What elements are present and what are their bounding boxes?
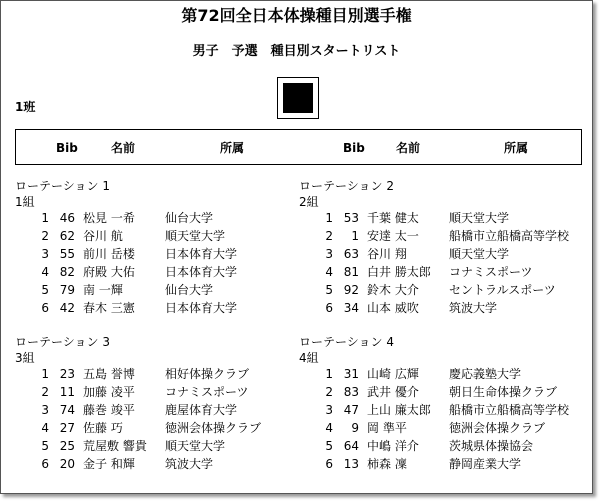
athlete-order: 1 — [41, 367, 49, 381]
athlete-order: 5 — [325, 283, 333, 297]
header-team-left: 所属 — [220, 141, 245, 155]
athlete-bib: 53 — [343, 211, 359, 225]
athlete-bib: 81 — [343, 265, 359, 279]
page-subtitle: 男子 予選 種目別スタートリスト — [192, 44, 401, 59]
athlete-order: 3 — [325, 403, 333, 417]
athlete-row — [15, 281, 305, 299]
athlete-row — [299, 281, 589, 299]
athlete-team: 筑波大学 — [449, 301, 498, 315]
rotation-title: ローテーション 1 — [15, 179, 110, 193]
athlete-team: 鹿屋体育大学 — [165, 403, 238, 417]
athlete-bib: 79 — [59, 283, 75, 297]
athlete-order: 3 — [41, 247, 49, 261]
athlete-name: 山崎 広輝 — [367, 367, 419, 381]
athlete-name: 武井 優介 — [367, 385, 419, 399]
athlete-team: 茨城県体操協会 — [449, 439, 534, 453]
athlete-name: 谷川 翔 — [367, 247, 407, 261]
athlete-row — [299, 209, 589, 227]
athlete-name: 前川 岳楼 — [83, 247, 135, 261]
athlete-row — [15, 245, 305, 263]
athlete-team: 仙台大学 — [165, 211, 214, 225]
athlete-name: 鈴木 大介 — [367, 283, 419, 297]
athlete-bib: 62 — [59, 229, 75, 243]
athlete-team: 順天堂大学 — [449, 211, 510, 225]
athlete-row — [299, 437, 589, 455]
athlete-name: 上山 廉太郎 — [367, 403, 431, 417]
athlete-row — [299, 227, 589, 245]
filled-square-icon — [283, 83, 313, 113]
athlete-team: 順天堂大学 — [449, 247, 510, 261]
athlete-order: 4 — [325, 421, 333, 435]
athlete-row — [299, 245, 589, 263]
header-team-right: 所属 — [504, 141, 529, 155]
athlete-team: 日本体育大学 — [165, 247, 238, 261]
athlete-team: 筑波大学 — [165, 457, 214, 471]
athlete-bib: 64 — [343, 439, 359, 453]
athlete-order: 4 — [325, 265, 333, 279]
athlete-name: 佐藤 巧 — [83, 421, 123, 435]
header-name-right: 名前 — [396, 141, 421, 155]
athlete-row — [15, 365, 305, 383]
athlete-order: 1 — [325, 211, 333, 225]
athlete-order: 6 — [325, 457, 333, 471]
athlete-bib: 74 — [59, 403, 75, 417]
athlete-team: 順天堂大学 — [165, 439, 226, 453]
athlete-team: 日本体育大学 — [165, 265, 238, 279]
athlete-bib: 46 — [59, 211, 75, 225]
athlete-row — [299, 365, 589, 383]
athlete-row — [15, 227, 305, 245]
athlete-row — [15, 299, 305, 317]
athlete-name: 安達 太一 — [367, 229, 419, 243]
athlete-row — [299, 299, 589, 317]
athlete-team: コナミスポーツ — [449, 265, 533, 279]
header-name-left: 名前 — [111, 141, 136, 155]
athlete-name: 府殿 大佑 — [83, 265, 135, 279]
athlete-row — [15, 401, 305, 419]
header-bib-right: Bib — [343, 141, 365, 155]
athlete-name: 藤巻 竣平 — [83, 403, 135, 417]
athlete-name: 春木 三憲 — [83, 301, 135, 315]
athlete-bib: 42 — [59, 301, 75, 315]
athlete-row — [15, 263, 305, 281]
athlete-name: 白井 勝太郎 — [367, 265, 431, 279]
athlete-order: 6 — [325, 301, 333, 315]
athlete-bib: 31 — [343, 367, 359, 381]
athlete-bib: 11 — [59, 385, 75, 399]
group-label: 1班 — [15, 100, 36, 114]
athlete-row — [299, 419, 589, 437]
athlete-order: 2 — [325, 229, 333, 243]
athlete-row — [299, 455, 589, 473]
athlete-name: 加藤 凌平 — [83, 385, 135, 399]
athlete-team: 朝日生命体操クラブ — [449, 385, 558, 399]
athlete-team: 仙台大学 — [165, 283, 214, 297]
athlete-row — [299, 383, 589, 401]
athlete-bib: 27 — [59, 421, 75, 435]
athlete-team: 船橋市立船橋高等学校 — [449, 403, 570, 417]
athlete-team: セントラルスポーツ — [449, 283, 556, 297]
athlete-row — [15, 437, 305, 455]
athlete-name: 山本 威吹 — [367, 301, 419, 315]
athlete-team: 相好体操クラブ — [165, 367, 250, 381]
athlete-row — [15, 209, 305, 227]
athlete-row — [15, 419, 305, 437]
athlete-bib: 55 — [59, 247, 75, 261]
athlete-bib: 9 — [351, 421, 359, 435]
athlete-team: 船橋市立船橋高等学校 — [449, 229, 570, 243]
rotation-group: 3組 — [15, 351, 35, 365]
athlete-team: 順天堂大学 — [165, 229, 226, 243]
athlete-name: 千葉 健太 — [367, 211, 419, 225]
athlete-bib: 34 — [343, 301, 359, 315]
athlete-row — [15, 455, 305, 473]
athlete-order: 1 — [325, 367, 333, 381]
athlete-team: 徳洲会体操クラブ — [449, 421, 546, 435]
athlete-bib: 47 — [343, 403, 359, 417]
athlete-bib: 13 — [343, 457, 359, 471]
athlete-row — [299, 263, 589, 281]
athlete-team: 日本体育大学 — [165, 301, 238, 315]
athlete-name: 五島 誉博 — [83, 367, 135, 381]
athlete-name: 岡 準平 — [367, 421, 407, 435]
athlete-order: 1 — [41, 211, 49, 225]
athlete-order: 4 — [41, 265, 49, 279]
athlete-order: 2 — [41, 229, 49, 243]
header-bib-left: Bib — [56, 141, 78, 155]
apparatus-square-icon — [277, 77, 319, 119]
athlete-name: 松見 一希 — [83, 211, 135, 225]
athlete-bib: 1 — [351, 229, 359, 243]
athlete-bib: 63 — [343, 247, 359, 261]
athlete-order: 4 — [41, 421, 49, 435]
athlete-row — [15, 383, 305, 401]
page-title: 第72回全日本体操種目別選手権 — [181, 6, 412, 25]
athlete-bib: 20 — [59, 457, 75, 471]
athlete-team: 徳洲会体操クラブ — [165, 421, 262, 435]
athlete-name: 柿森 凜 — [367, 457, 407, 471]
athlete-bib: 83 — [343, 385, 359, 399]
athlete-name: 荒屋敷 響貴 — [83, 439, 147, 453]
athlete-team: 慶応義塾大学 — [449, 367, 522, 381]
rotation-group: 2組 — [299, 195, 319, 209]
athlete-order: 5 — [41, 439, 49, 453]
athlete-name: 南 一輝 — [83, 283, 123, 297]
rotation-title: ローテーション 4 — [299, 335, 394, 349]
athlete-bib: 25 — [59, 439, 75, 453]
rotation-title: ローテーション 2 — [299, 179, 394, 193]
rotation-group: 1組 — [15, 195, 35, 209]
rotation-title: ローテーション 3 — [15, 335, 110, 349]
athlete-order: 3 — [325, 247, 333, 261]
athlete-order: 5 — [41, 283, 49, 297]
athlete-team: コナミスポーツ — [165, 385, 249, 399]
athlete-bib: 92 — [343, 283, 359, 297]
rotation-group: 4組 — [299, 351, 319, 365]
athlete-order: 6 — [41, 301, 49, 315]
athlete-order: 3 — [41, 403, 49, 417]
athlete-order: 2 — [41, 385, 49, 399]
column-header-box — [15, 129, 582, 165]
athlete-bib: 82 — [59, 265, 75, 279]
athlete-bib: 23 — [59, 367, 75, 381]
athlete-name: 中嶋 洋介 — [367, 439, 419, 453]
athlete-name: 金子 和輝 — [83, 457, 135, 471]
athlete-order: 5 — [325, 439, 333, 453]
athlete-name: 谷川 航 — [83, 229, 123, 243]
athlete-order: 2 — [325, 385, 333, 399]
athlete-row — [299, 401, 589, 419]
athlete-order: 6 — [41, 457, 49, 471]
athlete-team: 静岡産業大学 — [449, 457, 522, 471]
